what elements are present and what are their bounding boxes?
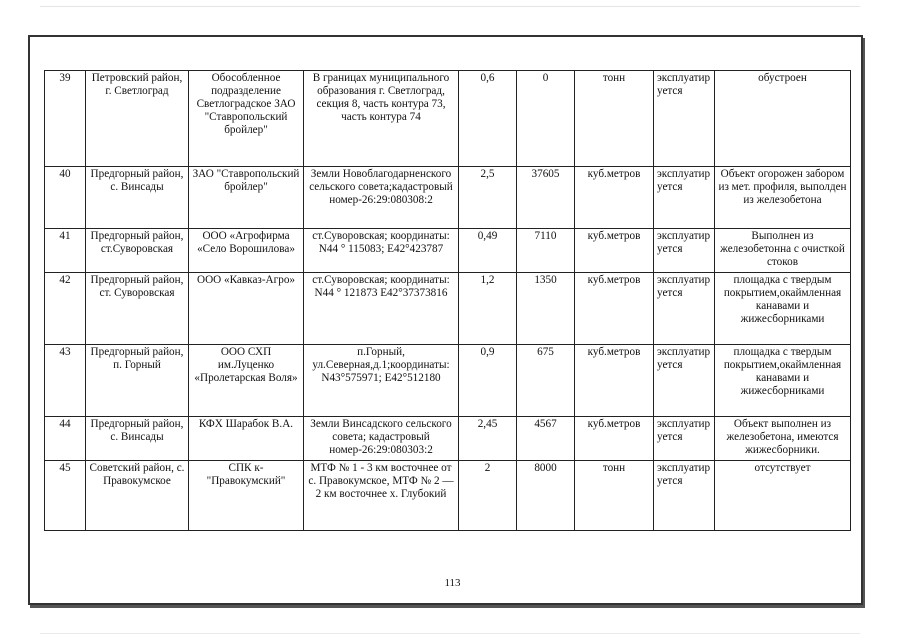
- cell-status: эксплуатируется: [654, 273, 715, 345]
- cell-area: 0,49: [459, 229, 517, 273]
- cell-condition: Объект огорожен забором из мет. профиля, выполден из железобетона: [715, 167, 851, 229]
- cell-condition: Объект выполнен из железобетона, имеются жижесборники.: [715, 417, 851, 461]
- page-number: 113: [444, 577, 461, 589]
- cell-area: 2,45: [459, 417, 517, 461]
- cell-num: 41: [45, 229, 86, 273]
- cell-num: 40: [45, 167, 86, 229]
- cell-num: 44: [45, 417, 86, 461]
- table-row: [45, 229, 851, 273]
- cell-location: МТФ № 1 - 3 км восточнее от с. Правокумское, МТФ № 2 — 2 км восточнее х. Глубокий: [304, 461, 459, 531]
- registry-table: [44, 70, 851, 531]
- cell-volume: 8000: [517, 461, 575, 531]
- cell-district: Советский район, с. Правокумское: [86, 461, 189, 531]
- scan-artifact-bottom: [40, 633, 860, 634]
- cell-volume: 37605: [517, 167, 575, 229]
- cell-condition: Выполнен из железобетонна с очисткой стоков: [715, 229, 851, 273]
- cell-num: 39: [45, 71, 86, 167]
- cell-location: ст.Суворовская; координаты: N44 ° 115083; E42°423787: [304, 229, 459, 273]
- cell-organization: КФХ Шарабок В.А.: [189, 417, 304, 461]
- cell-status: эксплуатируется: [654, 345, 715, 417]
- table-row: [45, 71, 851, 167]
- cell-condition: обустроен: [715, 71, 851, 167]
- table-row: [45, 461, 851, 531]
- cell-organization: ООО «Агрофирма «Село Ворошилова»: [189, 229, 304, 273]
- cell-num: 43: [45, 345, 86, 417]
- cell-location: Земли Новоблагодарненского сельского совета;кадастровый номер-26:29:080308:2: [304, 167, 459, 229]
- cell-unit: куб.метров: [575, 167, 654, 229]
- cell-condition: отсутствует: [715, 461, 851, 531]
- cell-organization: Обособленное подразделение Светлоградское ЗАО "Ставропольский бройлер": [189, 71, 304, 167]
- cell-location: ст.Суворовская; координаты: N44 ° 121873 E42°37373816: [304, 273, 459, 345]
- cell-status: эксплуатируется: [654, 71, 715, 167]
- registry-rows: [45, 71, 851, 531]
- cell-status: эксплуатируется: [654, 417, 715, 461]
- cell-location: п.Горный, ул.Северная,д.1;координаты: N43°575971; E42°512180: [304, 345, 459, 417]
- cell-unit: куб.метров: [575, 417, 654, 461]
- cell-organization: ООО СХП им.Луценко «Пролетарская Воля»: [189, 345, 304, 417]
- cell-district: Предгорный район, ст.Суворовская: [86, 229, 189, 273]
- cell-organization: ЗАО "Ставропольский бройлер": [189, 167, 304, 229]
- cell-district: Петровский район, г. Светлоград: [86, 71, 189, 167]
- cell-unit: тонн: [575, 71, 654, 167]
- cell-unit: куб.метров: [575, 273, 654, 345]
- cell-area: 0,6: [459, 71, 517, 167]
- cell-area: 0,9: [459, 345, 517, 417]
- cell-area: 2,5: [459, 167, 517, 229]
- cell-volume: 1350: [517, 273, 575, 345]
- cell-location: В границах муниципального образования г. Светлоград, секция 8, часть контура 73, часть контура 74: [304, 71, 459, 167]
- cell-location: Земли Винсадского сельского совета; кадастровый номер-26:29:080303:2: [304, 417, 459, 461]
- cell-unit: тонн: [575, 461, 654, 531]
- cell-volume: 0: [517, 71, 575, 167]
- cell-area: 2: [459, 461, 517, 531]
- table-row: [45, 273, 851, 345]
- cell-condition: площадка с твердым покрытием,окаймленная канавами и жижесборниками: [715, 273, 851, 345]
- scan-artifact-top: [40, 6, 860, 7]
- cell-volume: 7110: [517, 229, 575, 273]
- cell-organization: СПК к- "Правокумский": [189, 461, 304, 531]
- cell-unit: куб.метров: [575, 345, 654, 417]
- cell-district: Предгорный район, с. Винсады: [86, 417, 189, 461]
- cell-num: 45: [45, 461, 86, 531]
- cell-num: 42: [45, 273, 86, 345]
- table-row: [45, 417, 851, 461]
- cell-volume: 675: [517, 345, 575, 417]
- cell-district: Предгорный район, ст. Суворовская: [86, 273, 189, 345]
- cell-condition: площадка с твердым покрытием,окаймленная канавами и жижесборниками: [715, 345, 851, 417]
- cell-organization: ООО «Кавказ-Агро»: [189, 273, 304, 345]
- cell-unit: куб.метров: [575, 229, 654, 273]
- cell-status: эксплуатируется: [654, 229, 715, 273]
- cell-status: эксплуатируется: [654, 167, 715, 229]
- cell-area: 1,2: [459, 273, 517, 345]
- table-row: [45, 345, 851, 417]
- cell-volume: 4567: [517, 417, 575, 461]
- cell-district: Предгорный район, с. Винсады: [86, 167, 189, 229]
- cell-district: Предгорный район, п. Горный: [86, 345, 189, 417]
- cell-status: эксплуатируется: [654, 461, 715, 531]
- table-row: [45, 167, 851, 229]
